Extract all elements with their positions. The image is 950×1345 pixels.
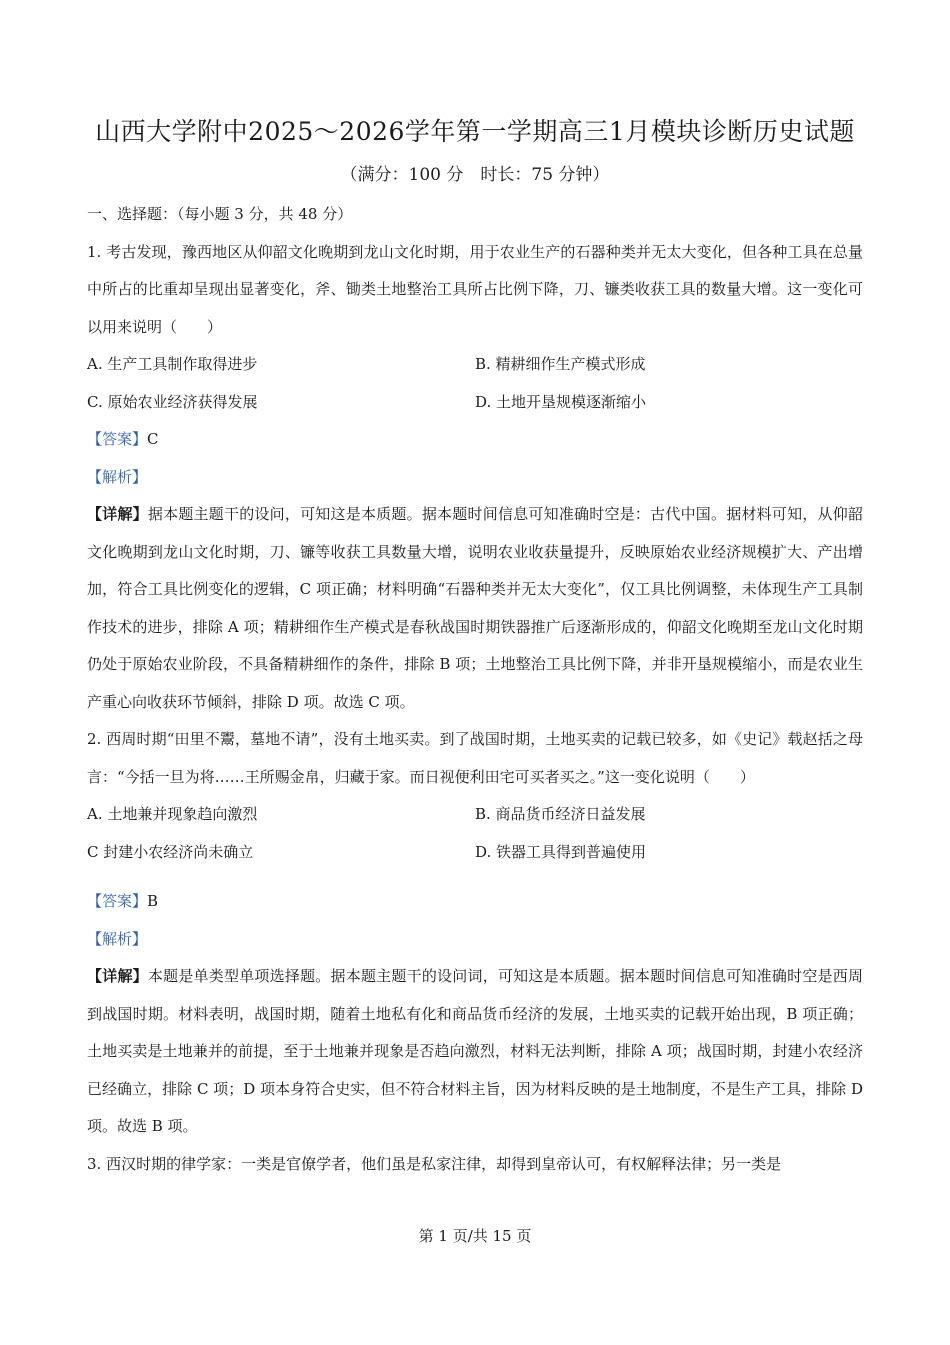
option-b: B. 商品货币经济日益发展: [475, 805, 646, 823]
document-body: [87, 196, 863, 1183]
question-1-stem: 1. 考古发现，豫西地区从仰韶文化晚期到龙山文化时期，用于农业生产的石器种类并无太大变化，但各种工具在总量中所占的比重却呈现出显著变化，斧、锄类土地整治工具所占比例下降，刀、镰类收获工具的数量大增。这一变化可以用来说明（ ）: [87, 242, 863, 336]
analysis-label: 【解析】: [87, 467, 148, 486]
option-a: A. 土地兼并现象趋向激烈: [87, 805, 258, 823]
option-c: C 封建小农经济尚未确立: [87, 842, 254, 861]
question-1-options: [87, 346, 863, 421]
question-2-analysis: [87, 921, 863, 959]
question-2-answer: [87, 883, 863, 921]
question-2-options: [87, 796, 863, 871]
answer-label: 【答案】: [87, 430, 148, 448]
section-heading: 一、选择题：（每小题 3 分，共 48 分）: [87, 205, 353, 223]
analysis-label: 【解析】: [87, 929, 148, 948]
option-b: B. 精耕细作生产模式形成: [475, 355, 646, 373]
question-2-detail: [87, 958, 863, 1146]
exam-info: （满分：100 分 时长：75 分钟）: [340, 165, 610, 185]
answer-value: C: [147, 430, 159, 448]
page-title: 山西大学附中2025～2026学年第一学期高三1月模块诊断历史试题: [95, 117, 855, 146]
answer-value: B: [147, 892, 159, 910]
question-1-analysis: [87, 459, 863, 497]
detail-label: 【详解】: [87, 967, 148, 985]
option-d: D. 铁器工具得到普遍使用: [475, 842, 647, 861]
detail-text: 本题是单类型单项选择题。据本题主题干的设问词，可知这是本质题。据本题时间信息可知准确时空是西周到战国时期。材料表明，战国时期，随着土地私有化和商品货币经济的发展，土地买卖的记载开始出现，B 项正确；土地买卖是土地兼并的前提，至于土地兼并现象是否趋向激烈，材料无法判断，排除 A 项；战国时期，封建小农经济已经确立，排除 C 项；D 项本身符合史实，但不符合材料主旨，因为材料反映的是土地制度，不是生产工具，排除 D 项。故选 B 项。: [87, 967, 863, 1135]
question-3-stem: 3. 西汉时期的律学家：一类是官僚学者，他们虽是私家注律，却得到皇帝认可，有权解释法律；另一类是: [87, 1154, 782, 1173]
option-d: D. 土地开垦规模逐渐缩小: [475, 392, 647, 411]
detail-text: 据本题主题干的设问，可知这是本质题。据本题时间信息可知准确时空是：古代中国。据材料可知，从仰韶文化晚期到龙山文化时期，刀、镰等收获工具数量大增，说明农业收获量提升，反映原始农业经济规模扩大、产出增加，符合工具比例变化的逻辑，C 项正确；材料明确“石器种类并无太大变化”，仅工具比例调整，未体现生产工具制作技术的进步，排除 A 项；精耕细作生产模式是春秋战国时期铁器推广后逐渐形成的，仰韶文化晚期至龙山文化时期仍处于原始农业阶段，不具备精耕细作的条件，排除 B 项；土地整治工具比例下降，并非开垦规模缩小，而是农业生产重心向收获环节倾斜，排除 D 项。故选 C 项。: [87, 505, 863, 711]
option-a: A. 生产工具制作取得进步: [87, 355, 258, 373]
question-2-stem: 2. 西周时期“田里不鬻，墓地不请”，没有土地买卖。到了战国时期，土地买卖的记载已较多，如《史记》载赵括之母言：“今括一旦为将……王所赐金帛，归藏于家。而日视便利田宅可买者买之。”这一变化说明（ ）: [87, 730, 863, 786]
answer-label: 【答案】: [87, 892, 148, 910]
detail-label: 【详解】: [87, 505, 148, 523]
question-1-detail: [87, 496, 863, 721]
question-1-answer: [87, 421, 863, 459]
option-c: C. 原始农业经济获得发展: [87, 392, 258, 411]
page-number: 第 1 页/共 15 页: [418, 1227, 532, 1245]
